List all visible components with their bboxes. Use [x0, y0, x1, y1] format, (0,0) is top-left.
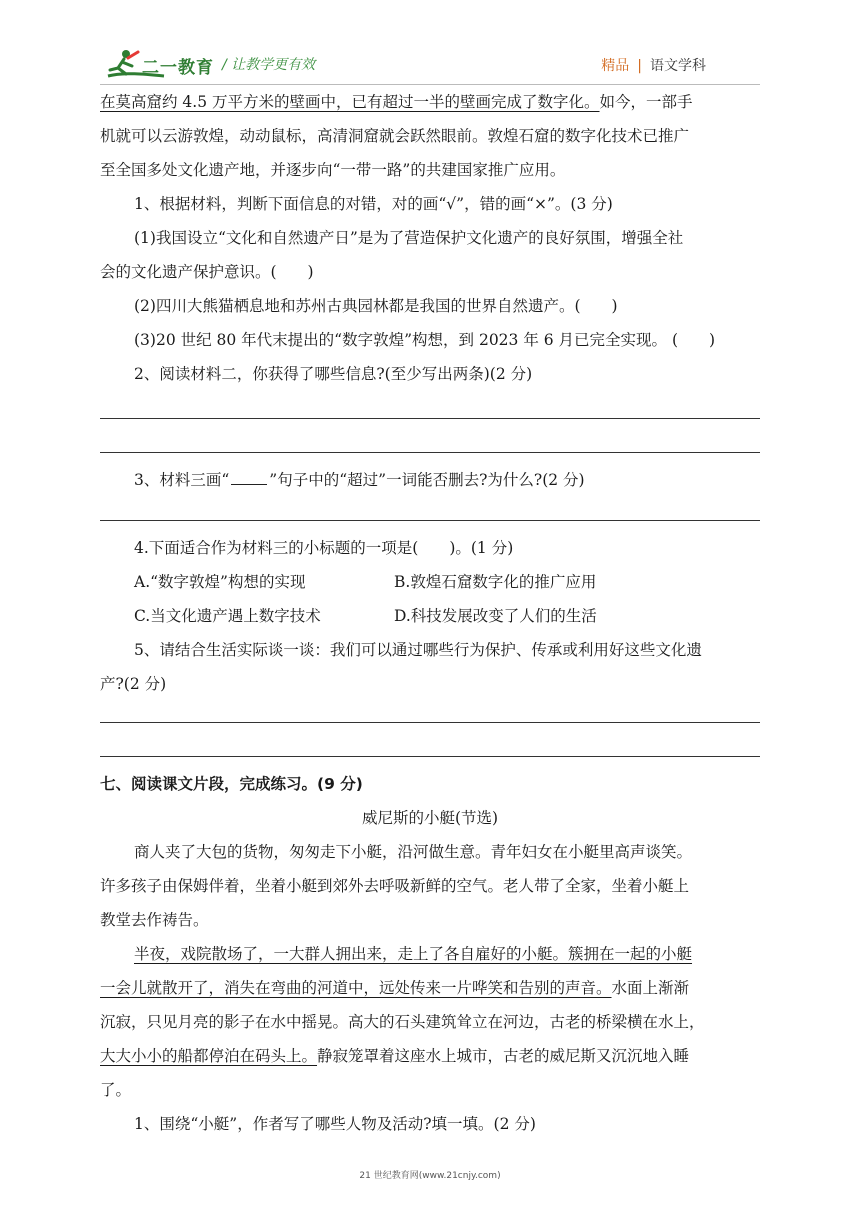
q1-item2: (2)四川大熊猫栖息地和苏州古典园林都是我国的世界自然遗产。( ) [134, 297, 618, 315]
header-tags [601, 55, 706, 75]
text-fragment: 3、材料三画“ [134, 471, 230, 489]
q5-stem-cont: 产?(2 分) [100, 675, 167, 693]
section7-q1: 1、围绕“小艇”，作者写了哪些人物及活动?填一填。(2 分) [134, 1115, 536, 1133]
header-separator: | [637, 58, 642, 74]
underlined-sentence: 在莫高窟约 4.5 万平方米的壁画中，已有超过一半的壁画完成了数字化。 [100, 93, 600, 111]
text-fragment: 水面上渐渐 [611, 979, 690, 997]
passage-title: 威尼斯的小艇(节选) [361, 809, 499, 827]
answer-line [100, 520, 760, 521]
q4-option-b: B.敦煌石窟数字化的推广应用 [394, 573, 597, 591]
slogan: / 让教学更有效 [222, 57, 316, 73]
text-fragment: ”句子中的“超过”一词能否删去?为什么?(2 分) [269, 471, 585, 489]
passage-p1-line3: 教堂去作祷告。 [100, 911, 209, 929]
q1-item3: (3)20 世纪 80 年代末提出的“数字敦煌”构想，到 2023 年 6 月已完全实现。 ( ) [134, 331, 716, 349]
material3-line2: 机就可以云游敦煌，动动鼠标，高清洞窟就会跃然眼前。敦煌石窟的数字化技术已推广 [100, 127, 690, 145]
answer-line [100, 418, 760, 419]
answer-line [100, 452, 760, 453]
answer-line [100, 756, 760, 757]
material3-line1 [100, 92, 760, 112]
page-header [0, 0, 860, 84]
q1-item1-cont: 会的文化遗产保护意识。( ) [100, 263, 314, 281]
q4-stem: 4.下面适合作为材料三的小标题的一项是( )。(1 分) [134, 539, 514, 557]
passage-p2-line3: 沉寂，只见月亮的影子在水中摇晃。高大的石头建筑耸立在河边，古老的桥梁横在水上， [100, 1013, 705, 1031]
passage-p2-line5: 了。 [100, 1081, 132, 1099]
premium-badge: 精品 [601, 58, 630, 74]
underlined-sentence: 大大小小的船都停泊在码头上。 [100, 1047, 318, 1065]
q2-stem: 2、阅读材料二，你获得了哪些信息?(至少写出两条)(2 分) [134, 365, 533, 383]
answer-line [100, 722, 760, 723]
page-footer: 21 世纪教育网(www.21cnjy.com) [359, 1171, 501, 1181]
q4-option-c: C.当文化遗产遇上数字技术 [134, 607, 321, 625]
header-divider [100, 84, 760, 85]
q1-stem: 1、根据材料，判断下面信息的对错，对的画“√”，错的画“×”。(3 分) [134, 195, 613, 213]
blank-underline [231, 470, 267, 485]
passage-p2-line1: 半夜，戏院散场了，一大群人拥出来，走上了各自雇好的小艇。簇拥在一起的小艇 [134, 945, 693, 963]
q5-stem: 5、请结合生活实际谈一谈：我们可以通过哪些行为保护、传承或利用好这些文化遗 [134, 641, 702, 659]
subject-label: 语文学科 [650, 58, 706, 74]
passage-p2-line4 [100, 1046, 760, 1066]
passage-p2-line2 [100, 978, 760, 998]
q4-option-d: D.科技发展改变了人们的生活 [394, 607, 597, 625]
q4-option-a: A.“数字敦煌”构想的实现 [134, 573, 306, 591]
passage-p1-line1: 商人夹了大包的货物，匆匆走下小艇，沿河做生意。青年妇女在小艇里高声谈笑。 [134, 843, 693, 861]
text-fragment: 静寂笼罩着这座水上城市，古老的威尼斯又沉沉地入睡 [317, 1047, 690, 1065]
logo-text: 二一教育 [142, 58, 214, 78]
q3-stem [134, 470, 760, 490]
material3-line3: 至全国多处文化遗产地，并逐步向“一带一路”的共建国家推广应用。 [100, 161, 566, 179]
q1-item1: (1)我国设立“文化和自然遗产日”是为了营造保护文化遗产的良好氛围，增强全社 [134, 229, 684, 247]
passage-p1-line2: 许多孩子由保姆伴着，坐着小艇到郊外去呼吸新鲜的空气。老人带了全家，坐着小艇上 [100, 877, 690, 895]
underlined-sentence: 一会儿就散开了，消失在弯曲的河道中，远处传来一片哗笑和告别的声音。 [100, 979, 612, 997]
text-fragment: 如今，一部手 [599, 93, 693, 111]
section7-heading: 七、阅读课文片段，完成练习。(9 分) [100, 775, 363, 793]
